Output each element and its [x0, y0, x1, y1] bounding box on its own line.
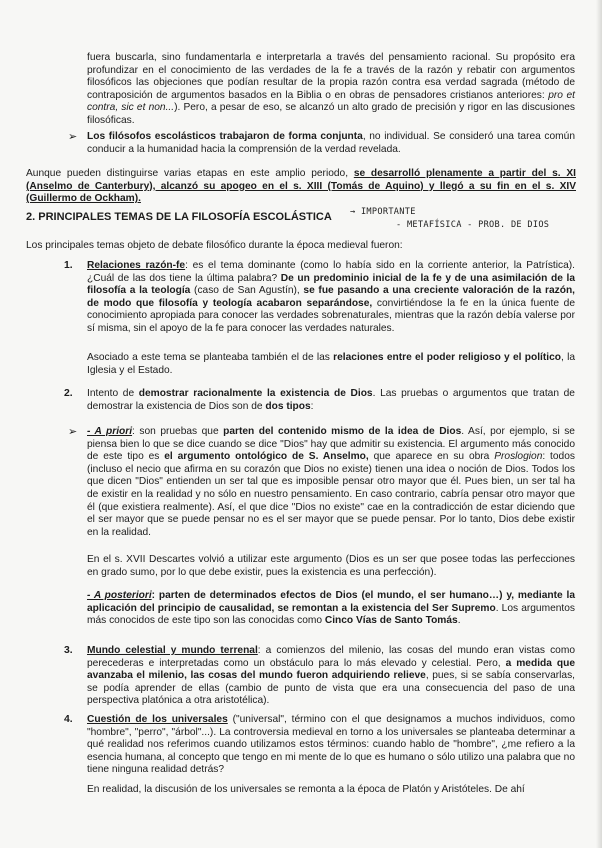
item-number-3: 3.	[64, 645, 73, 656]
item-god-existence: Intento de demostrar racionalmente la existencia de Dios. Las pruebas o argumentos que tratan de demostrar la existencia de Dios son de dos tipos:	[87, 388, 575, 412]
item-worlds: Mundo celestial y mundo terrenal: a comienzos del milenio, las cosas del mundo eran vistas como perecederas e interpretadas como un obstáculo para lo más elevado y celestial. Pero, a medida que avanzaba el milenio, las cosas del mundo fueron adquiriendo relieve, pues, si se sabía conservarlas, se podía aprender de ellas (cambio de punto de vista que era una consecuencia del paso de una perspectiva platónica a otra aristotélica).	[87, 645, 575, 707]
paragraph-stages: Aunque pueden distinguirse varias etapas en este amplio periodo, se desarrolló plenamente a partir del s. XI (Anselmo de Canterbury), alcanzó su apogeo en el s. XIII (Tomás de Aquino) y llegó a su fin en el s. XIV (Guillermo de Ockham).	[26, 168, 576, 205]
section-heading: 2. PRINCIPALES TEMAS DE LA FILOSOFÍA ESCOLÁSTICA	[26, 211, 332, 223]
item-number-2: 2.	[64, 388, 73, 399]
item-reason-faith: Relaciones razón-fe: es el tema dominante (como lo había sido en la corriente anterior, la Patrística). ¿Cuál de las dos tiene la última palabra? De un predominio inicial de la fe y de una asimilación de la filosofía a la teología (caso de San Agustín), se fue pasando a una creciente valoración de la razón, de modo que filosofía y teología acabaron separándose, convirtiéndose la fe en la única fuente de conocimiento apropiada para conocer las verdades sobrenaturales, mientras que la razón debía valerse por sí misma, sin el apoyo de la fe para conocer las verdades naturales.	[87, 260, 576, 334]
handwritten-note-important: → IMPORTANTE	[350, 207, 416, 217]
descartes-paragraph: En el s. XVII Descartes volvió a utilizar este argumento (Dios es un ser que posee todas las perfecciones en grado sumo, por lo que debe existir, pues la existencia es una perfección).	[87, 554, 575, 578]
a-posteriori-paragraph: - A posteriori: parten de determinados efectos de Dios (el mundo, el ser humano…) y, mediante la aplicación del principio de causalidad, se remontan a la existencia del Ser Supremo. Los argumentos más conocidos de este tipo son las conocidas como Cinco Vías de Santo Tomás.	[87, 590, 575, 627]
arrow-bullet-icon: ➢	[68, 131, 78, 143]
item-reason-faith-related: Asociado a este tema se planteaba también el de las relaciones entre el poder religioso y el político, la Iglesia y el Estado.	[87, 352, 575, 376]
item-number-4: 4.	[64, 714, 73, 725]
arrow-bullet-icon: ➢	[68, 426, 78, 438]
handwritten-note-metaphysics: - METAFÍSICA - PROB. DE DIOS	[396, 220, 550, 230]
item-number-1: 1.	[64, 260, 73, 271]
final-paragraph: En realidad, la discusión de los universales se remonta a la época de Platón y Aristóteles. De ahí	[87, 784, 525, 795]
bullet-joint-work: Los filósofos escolásticos trabajaron de forma conjunta, no individual. Se consideró una tarea común conducir a la humanidad hacia la comprensión de la verdad revelada.	[87, 131, 575, 155]
scan-edge-shadow	[596, 0, 602, 848]
item-universals: Cuestión de los universales ("universal", término con el que designamos a muchos individuos, como "hombre", "perro", "árbol"...). La controversia medieval en torno a los universales se planteaba determinar a qué realidad nos referimos cuando utilizamos estos términos: cuando hablo de "hombre", ¿me refiero a la esencia humana, al concepto que tengo en mi mente de lo que es humano o sólo utilizo una palabra que no tiene ninguna realidad detrás?	[87, 714, 575, 776]
intro-paragraph: Los principales temas objeto de debate filosófico durante la época medieval fueron:	[26, 240, 403, 251]
a-priori-paragraph: - A priori: son pruebas que parten del contenido mismo de la idea de Dios. Así, por ejemplo, si se piensa bien lo que se dice cuando se dice "Dios" hay que admitir su existencia. El argumento más conocido de este tipo es el argumento ontológico de S. Anselmo, que aparece en su obra Proslogion: todos (incluso el necio que afirma en su corazón que Dios no existe) tienen una idea o noción de Dios. Todos los que dicen "Dios" entienden un ser tal que es imposible pensar otro mayor que él. Pues bien, un ser tal ha de existir en la realidad y no sólo en nuestro pensamiento. En caso contrario, cabría pensar otro mayor que él (que existiera realmente). Así, el que dice "Dios no existe" cae en la contradicción de estar diciendo que el ser mayor que se puede pensar no es el ser mayor que se puede pensar. Por lo tanto, Dios debe existir en la realidad.	[87, 426, 575, 538]
paragraph-reason-purpose: fuera buscarla, sino fundamentarla e interpretarla a través del pensamiento racional. Su propósito era profundizar en el conocimiento de las verdades de la fe a través de la razón y rebatir con argumentos filosóficos las objeciones que podían resultar de la propia razón contra esa verdad sagrada (método de contraposición de argumentos basados en la Biblia o en obras de pensadores cristianos anteriores: pro et contra, sic et non...). Pero, a pesar de eso, se alcanzó un alto grado de precisión y rigor en las discusiones filosóficas.	[87, 52, 575, 126]
